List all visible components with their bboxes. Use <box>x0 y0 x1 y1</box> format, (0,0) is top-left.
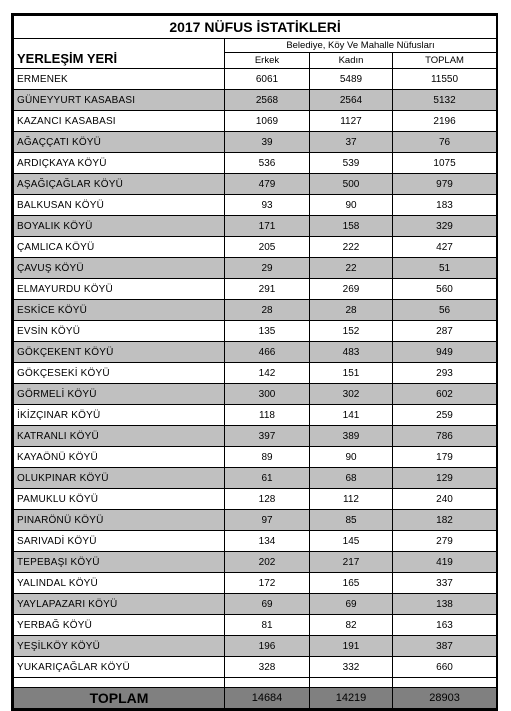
location-name-cell: YERBAĞ KÖYÜ <box>14 615 225 636</box>
female-count-cell: 145 <box>310 531 393 552</box>
female-count-cell: 5489 <box>310 69 393 90</box>
female-count-cell: 500 <box>310 174 393 195</box>
location-name-cell: ÇAMLICA KÖYÜ <box>14 237 225 258</box>
male-count-cell: 135 <box>225 321 310 342</box>
table-row <box>14 174 497 195</box>
location-name-cell: ERMENEK <box>14 69 225 90</box>
total-count-cell: 259 <box>393 405 497 426</box>
male-count-cell: 202 <box>225 552 310 573</box>
male-count-cell: 128 <box>225 489 310 510</box>
location-name-cell: YEŞİLKÖY KÖYÜ <box>14 636 225 657</box>
male-count-cell: 97 <box>225 510 310 531</box>
total-count-cell: 786 <box>393 426 497 447</box>
male-total: 14684 <box>225 688 310 709</box>
total-count-cell: 51 <box>393 258 497 279</box>
table-row <box>14 69 497 90</box>
male-count-cell: 196 <box>225 636 310 657</box>
location-name-cell: ESKİCE KÖYÜ <box>14 300 225 321</box>
male-count-cell: 291 <box>225 279 310 300</box>
total-count-cell: 419 <box>393 552 497 573</box>
female-count-cell: 483 <box>310 342 393 363</box>
empty-cell <box>14 678 225 688</box>
female-count-cell: 141 <box>310 405 393 426</box>
female-count-cell: 302 <box>310 384 393 405</box>
male-count-cell: 1069 <box>225 111 310 132</box>
male-count-cell: 300 <box>225 384 310 405</box>
table-row <box>14 237 497 258</box>
table-row <box>14 468 497 489</box>
male-count-cell: 172 <box>225 573 310 594</box>
table-row <box>14 615 497 636</box>
total-count-cell: 660 <box>393 657 497 678</box>
male-count-cell: 466 <box>225 342 310 363</box>
location-name-cell: KAZANCI KASABASI <box>14 111 225 132</box>
empty-cell <box>310 678 393 688</box>
total-count-cell: 76 <box>393 132 497 153</box>
table-row <box>14 90 497 111</box>
female-column-header: Kadın <box>310 53 393 69</box>
location-name-cell: KATRANLI KÖYÜ <box>14 426 225 447</box>
population-group-header: Belediye, Köy Ve Mahalle Nüfusları <box>225 39 497 53</box>
location-name-cell: SARIVADİ KÖYÜ <box>14 531 225 552</box>
table-row <box>14 573 497 594</box>
empty-cell <box>393 678 497 688</box>
male-count-cell: 142 <box>225 363 310 384</box>
total-count-cell: 129 <box>393 468 497 489</box>
total-count-cell: 5132 <box>393 90 497 111</box>
female-count-cell: 90 <box>310 447 393 468</box>
female-count-cell: 191 <box>310 636 393 657</box>
location-name-cell: GÜNEYYURT KASABASI <box>14 90 225 111</box>
table-row <box>14 132 497 153</box>
total-count-cell: 2196 <box>393 111 497 132</box>
population-table <box>13 15 497 709</box>
location-name-cell: TEPEBAŞI KÖYÜ <box>14 552 225 573</box>
male-count-cell: 69 <box>225 594 310 615</box>
table-row <box>14 636 497 657</box>
location-name-cell: YALINDAL KÖYÜ <box>14 573 225 594</box>
total-count-cell: 427 <box>393 237 497 258</box>
male-count-cell: 118 <box>225 405 310 426</box>
female-count-cell: 158 <box>310 216 393 237</box>
location-name-cell: ARDIÇKAYA KÖYÜ <box>14 153 225 174</box>
totals-row <box>14 688 497 709</box>
total-count-cell: 279 <box>393 531 497 552</box>
female-count-cell: 90 <box>310 195 393 216</box>
location-name-cell: OLUKPINAR KÖYÜ <box>14 468 225 489</box>
total-count-cell: 329 <box>393 216 497 237</box>
male-count-cell: 93 <box>225 195 310 216</box>
male-count-cell: 171 <box>225 216 310 237</box>
total-count-cell: 979 <box>393 174 497 195</box>
table-row <box>14 447 497 468</box>
female-count-cell: 112 <box>310 489 393 510</box>
male-count-cell: 29 <box>225 258 310 279</box>
female-total: 14219 <box>310 688 393 709</box>
table-row <box>14 342 497 363</box>
male-count-cell: 61 <box>225 468 310 489</box>
location-name-cell: ÇAVUŞ KÖYÜ <box>14 258 225 279</box>
total-count-cell: 949 <box>393 342 497 363</box>
male-count-cell: 81 <box>225 615 310 636</box>
male-count-cell: 397 <box>225 426 310 447</box>
table-row <box>14 153 497 174</box>
location-name-cell: GÖKÇEKENT KÖYÜ <box>14 342 225 363</box>
table-row <box>14 552 497 573</box>
empty-cell <box>225 678 310 688</box>
male-count-cell: 6061 <box>225 69 310 90</box>
location-name-cell: AĞAÇÇATI KÖYÜ <box>14 132 225 153</box>
total-count-cell: 138 <box>393 594 497 615</box>
female-count-cell: 85 <box>310 510 393 531</box>
total-count-cell: 560 <box>393 279 497 300</box>
total-count-cell: 182 <box>393 510 497 531</box>
female-count-cell: 22 <box>310 258 393 279</box>
table-row <box>14 216 497 237</box>
total-column-header: TOPLAM <box>393 53 497 69</box>
female-count-cell: 389 <box>310 426 393 447</box>
total-count-cell: 240 <box>393 489 497 510</box>
location-name-cell: EVSİN KÖYÜ <box>14 321 225 342</box>
table-row <box>14 300 497 321</box>
table-row <box>14 426 497 447</box>
total-count-cell: 183 <box>393 195 497 216</box>
total-count-cell: 602 <box>393 384 497 405</box>
male-count-cell: 328 <box>225 657 310 678</box>
total-count-cell: 56 <box>393 300 497 321</box>
location-name-cell: PAMUKLU KÖYÜ <box>14 489 225 510</box>
male-count-cell: 89 <box>225 447 310 468</box>
female-count-cell: 222 <box>310 237 393 258</box>
total-count-cell: 1075 <box>393 153 497 174</box>
location-column-header: YERLEŞİM YERİ <box>14 39 225 69</box>
male-count-cell: 479 <box>225 174 310 195</box>
location-name-cell: KAYAÖNÜ KÖYÜ <box>14 447 225 468</box>
male-count-cell: 28 <box>225 300 310 321</box>
male-count-cell: 205 <box>225 237 310 258</box>
location-name-cell: BOYALIK KÖYÜ <box>14 216 225 237</box>
male-count-cell: 536 <box>225 153 310 174</box>
totals-label: TOPLAM <box>14 688 225 709</box>
table-row <box>14 363 497 384</box>
table-row <box>14 321 497 342</box>
table-row <box>14 111 497 132</box>
table-row <box>14 195 497 216</box>
male-column-header: Erkek <box>225 53 310 69</box>
total-count-cell: 163 <box>393 615 497 636</box>
table-row <box>14 405 497 426</box>
location-name-cell: BALKUSAN KÖYÜ <box>14 195 225 216</box>
total-count-cell: 293 <box>393 363 497 384</box>
table-row <box>14 279 497 300</box>
total-count-cell: 179 <box>393 447 497 468</box>
total-count-cell: 387 <box>393 636 497 657</box>
female-count-cell: 152 <box>310 321 393 342</box>
location-name-cell: GÖKÇESEKİ KÖYÜ <box>14 363 225 384</box>
location-name-cell: PINARÖNÜ KÖYÜ <box>14 510 225 531</box>
location-name-cell: YUKARIÇAĞLAR KÖYÜ <box>14 657 225 678</box>
table-row <box>14 657 497 678</box>
female-count-cell: 151 <box>310 363 393 384</box>
female-count-cell: 165 <box>310 573 393 594</box>
female-count-cell: 332 <box>310 657 393 678</box>
female-count-cell: 539 <box>310 153 393 174</box>
population-table-sheet <box>11 13 498 711</box>
table-row <box>14 594 497 615</box>
table-row <box>14 531 497 552</box>
table-row <box>14 489 497 510</box>
male-count-cell: 2568 <box>225 90 310 111</box>
table-title: 2017 NÜFUS İSTATİKLERİ <box>14 16 497 39</box>
total-count-cell: 287 <box>393 321 497 342</box>
female-count-cell: 68 <box>310 468 393 489</box>
table-row <box>14 510 497 531</box>
female-count-cell: 1127 <box>310 111 393 132</box>
total-count-cell: 11550 <box>393 69 497 90</box>
female-count-cell: 28 <box>310 300 393 321</box>
location-name-cell: YAYLAPAZARI KÖYÜ <box>14 594 225 615</box>
male-count-cell: 134 <box>225 531 310 552</box>
female-count-cell: 82 <box>310 615 393 636</box>
male-count-cell: 39 <box>225 132 310 153</box>
location-name-cell: ELMAYURDU KÖYÜ <box>14 279 225 300</box>
spacer-row <box>14 678 497 688</box>
location-name-cell: GÖRMELİ KÖYÜ <box>14 384 225 405</box>
location-name-cell: AŞAĞIÇAĞLAR KÖYÜ <box>14 174 225 195</box>
grand-total: 28903 <box>393 688 497 709</box>
location-name-cell: İKİZÇINAR KÖYÜ <box>14 405 225 426</box>
female-count-cell: 37 <box>310 132 393 153</box>
table-row <box>14 384 497 405</box>
table-row <box>14 258 497 279</box>
total-count-cell: 337 <box>393 573 497 594</box>
female-count-cell: 269 <box>310 279 393 300</box>
female-count-cell: 69 <box>310 594 393 615</box>
female-count-cell: 217 <box>310 552 393 573</box>
female-count-cell: 2564 <box>310 90 393 111</box>
